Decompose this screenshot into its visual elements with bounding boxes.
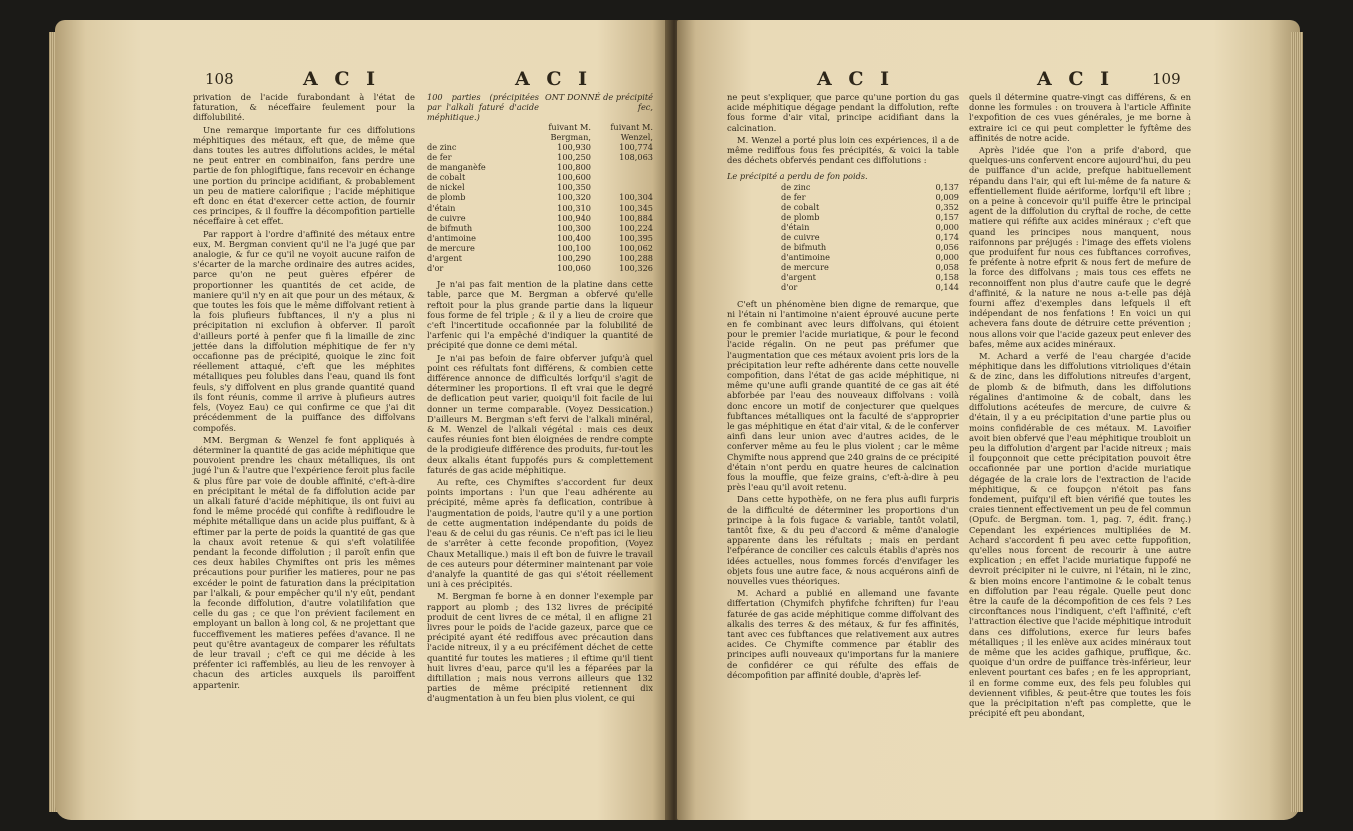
table-row bbox=[427, 223, 653, 233]
wenzel-value: 100,224 bbox=[619, 222, 653, 233]
paragraph: Dans cette hypothèfe, on ne fera plus aufli furpris de la difficulté de déterminer les proportions d'un principe à la fois fugace & variable, tantôt volatil, tantôt fixe, & du peu d'accord & même d'analogie apparente dans les réfultats ; mais en perdant l'efpérance de concilier ces calculs établis d'après nos idées actuelles, nous fommes forcés d'envifager les objets fous une autre face, & nous acquérons ainfi de nouvelles vues théoriques. bbox=[727, 494, 959, 587]
bergman-value: 100,320 bbox=[557, 192, 591, 203]
row-label: d'étain bbox=[427, 202, 456, 213]
loss-value: 0,157 bbox=[935, 211, 959, 222]
paragraph: ne peut s'expliquer, que parce qu'une portion du gas acide méphitique dégage pendant la diffolution, refte fous forme d'air vital, principe acidifiant dans la calcination. bbox=[727, 92, 959, 133]
table-row bbox=[427, 233, 653, 243]
loss-value: 0,000 bbox=[935, 252, 959, 263]
bergman-value: 100,940 bbox=[557, 212, 591, 223]
paragraph: C'eft un phénomène bien digne de remarque, que ni l'étain ni l'antimoine n'aient éprouvé aucune perte en fe combinant avec leurs diffolvans, qui étoient pour le premier l'acide muriatique, & pour le fecond l'acide régalin. On ne peut pas préfumer que l'augmentation que ces métaux avoient pris lors de la précipitation leur refte adhérente dans cette nouvelle compofition, dans l'état de gas acide méphitique, ni même qu'une aufli grande quantité de ce gas ait été abforbée par l'eau des nouveaux diffolvans : voilà donc encore un motif de conjecturer que quelques fubftances métalliques ont la faculté de s'approprier le gas méphitique en état d'air vital, & de le conferver ainfi dans leur union avec d'autres acides, de le conferver même au feu le plus violent ; car le même Chymifte nous apprend que 240 grains de ce précipité d'étain n'ont perdu en quatre heures de calcination fous la mouffle, que feize grains, c'eft-à-dire à peu près l'eau qu'il avoit retenu. bbox=[727, 298, 959, 493]
loss-value: 0,144 bbox=[935, 282, 959, 293]
bergman-value: 100,310 bbox=[557, 202, 591, 213]
table-header bbox=[727, 171, 959, 181]
table-row bbox=[427, 192, 653, 202]
right-running-header-2: A C I bbox=[1037, 68, 1114, 90]
row-label: d'étain bbox=[781, 221, 810, 232]
paragraph: Je n'ai pas befoin de faire obferver jufqu'à quel point ces réfultats font différens, & combien cette différence annonce de difficultés lorfqu'il s'agit de déterminer les proportions. Il eft vrai que le degré de deflication peut varier, quoiqu'il foit facile de lui donner un terme comparable. (Voyez Dessication.) D'ailleurs M. Bergman s'eft fervi de l'alkali minéral, & M. Wenzel de l'alkali végétal : mais ces deux caufes réunies font bien éloignées de rendre compte de la prodigieufe différence des produits, fur-tout les deux alkalis étant fuppofés purs & complettement faturés de gas acide méphitique. bbox=[427, 352, 653, 475]
paragraph: MM. Bergman & Wenzel fe font appliqués à déterminer la quantité de gas acide méphitique que pouvoient prendre les chaux métalliques, ils ont jugé l'un & l'autre que l'expérience feroit plus facile & plus fûre par voie de double affinité, c'eft-à-dire en précipitant le métal de fa diffolution acide par un alkali faturé d'acide méphitique, ils ont fuivi au fond le même procédé qui confifte à redifloudre le méphite métallique dans un acide plus puiffant, & à eftimer par la perte de poids la quantité de gas que la chaux avoit retenue & qui s'eft volatilifée pendant la feconde diffolution ; il paroît enfin que ces deux habiles Chymiftes ont pris les mêmes précautions pour purifier les matieres, pour ne pas excéder le point de faturation dans la précipitation par l'alkali, & pour empêcher qu'il n'y eût, pendant la feconde diffolution, d'autre volatilifation que celle du gas ; ce que l'on prévient facilement en employant un ballon à long col, & ne projettant que fucceffivement les matieres pefées d'avance. Il ne peut qu'être avantageux de comparer les réfultats de leur travail ; c'eft ce qui me décide à les préfenter ici raffemblés, au lieu de les renvoyer à chacun des articles auxquels ils paroiffent appartenir. bbox=[193, 434, 415, 690]
row-label: d'or bbox=[781, 282, 798, 293]
table-row bbox=[781, 282, 959, 292]
wenzel-value: 100,774 bbox=[619, 142, 653, 152]
table-head: Le précipité a perdu de fon poids. bbox=[727, 171, 868, 182]
table-row bbox=[427, 213, 653, 223]
row-label: d'antimoine bbox=[781, 252, 830, 263]
right-page-edges bbox=[1291, 32, 1303, 812]
row-label: de zinc bbox=[781, 181, 811, 192]
table-row bbox=[781, 262, 959, 272]
loss-value: 0,009 bbox=[935, 191, 959, 202]
right-column-2 bbox=[969, 92, 1191, 797]
right-column-1 bbox=[727, 92, 959, 797]
right-page bbox=[677, 20, 1300, 820]
table-row bbox=[781, 242, 959, 252]
wenzel-value: 100,345 bbox=[619, 202, 653, 213]
row-label: de mercure bbox=[781, 262, 829, 273]
table-row bbox=[781, 202, 959, 212]
row-label: de cobalt bbox=[427, 172, 466, 183]
right-running-header-1: A C I bbox=[817, 68, 894, 90]
paragraph: M. Wenzel a porté plus loin ces expériences, il a de même rediffous fous fes précipités, & voici la table des déchets obfervés pendant ces diffolutions : bbox=[727, 134, 959, 166]
table-head-mid: ONT DONNÉ de précipité fec, bbox=[545, 92, 654, 112]
table-row bbox=[427, 253, 653, 263]
left-column-1 bbox=[193, 92, 415, 797]
paragraph: Une remarque importante fur ces diffolutions méphitiques des métaux, eft que, de même que dans toutes les autres diffolutions acides, le métal ne peut entrer en combinaifon, fans perdre une partie de fon phlogiftique, fans recevoir en échange une portion du principe acidifiant, & probablement un peu de matiere calorifique ; l'acide méphitique eft donc en état d'exercer cette action, de fournir ces principes, & il fouffre la décompofition partielle néceffaire à cet effet. bbox=[193, 124, 415, 227]
table-head-left: 100 parties (précipitées par l'alkali faturé d'acide méphitique.) bbox=[427, 92, 539, 122]
table-row bbox=[781, 192, 959, 202]
table-row bbox=[427, 162, 653, 172]
bergman-value: 100,600 bbox=[557, 172, 591, 183]
bergman-value: 100,350 bbox=[557, 182, 591, 193]
left-running-header-2: A C I bbox=[515, 68, 592, 90]
right-page-number: 109 bbox=[1152, 70, 1181, 88]
table-row bbox=[427, 142, 653, 152]
row-label: d'argent bbox=[427, 253, 462, 264]
table-row bbox=[781, 222, 959, 232]
row-label: de cuivre bbox=[781, 231, 820, 242]
row-label: de cuivre bbox=[427, 212, 466, 223]
loss-value: 0,158 bbox=[935, 272, 959, 283]
paragraph: Au refte, ces Chymiftes s'accordent fur deux points importans : l'un que l'eau adhérente au précipité, même après fa deflication, contribue à l'augmentation de poids, l'autre qu'il y a une portion de cette augmentation indépendante du poids de l'eau & de celui du gas réunis. Ce n'eft pas ici le lieu de s'arrêter à cette feconde propofition, (Voyez Chaux Metallique.) mais il eft bon de fuivre le travail de ces auteurs pour déterminer maintenant par voie d'analyfe la quantité de gas qui s'étoit réellement uni à ces précipités. bbox=[427, 477, 653, 590]
table-row bbox=[427, 152, 653, 162]
table-col-bergman: fuivant M. Bergman, bbox=[548, 122, 591, 142]
table-header bbox=[427, 92, 653, 142]
table-row bbox=[427, 182, 653, 192]
paragraph: M. Bergman fe borne à en donner l'exemple par rapport au plomb ; des 132 livres de précipité produit de cent livres de ce métal, il en afligne 21 livres pour le poids de l'acide gazeux, parce que ce précipité ayant été rediffous avec précaution dans l'acide nitreux, il y a eu précifément déchet de cette quantité fur toutes les matieres ; il eftime qu'il tient huit livres d'eau, parce qu'il les a féparées par la diftillation ; mais nous verrons ailleurs que 132 parties de même précipité retiennent dix d'augmentation à un feu bien plus violent, ce qui bbox=[427, 591, 653, 704]
row-label: d'or bbox=[427, 263, 444, 274]
left-column-2 bbox=[427, 92, 653, 797]
row-label: de fer bbox=[781, 191, 806, 202]
bergman-value: 100,060 bbox=[557, 263, 591, 274]
paragraph: quels il détermine quatre-vingt cas différens, & en donne les formules : on trouvera à l'article Affinite l'expofition de ces vues générales, je me borne à extraire ici ce qui peut completter le fyftême des affinités de notre acide. bbox=[969, 92, 1191, 143]
table-row bbox=[427, 203, 653, 213]
row-label: de bifmuth bbox=[427, 222, 473, 233]
bergman-value: 100,100 bbox=[557, 242, 591, 253]
left-running-header-1: A C I bbox=[303, 68, 380, 90]
table-row bbox=[427, 172, 653, 182]
row-label: de bifmuth bbox=[781, 242, 827, 253]
loss-table bbox=[727, 182, 959, 293]
row-label: de zinc bbox=[427, 142, 457, 152]
loss-value: 0,058 bbox=[935, 262, 959, 273]
table-row bbox=[781, 272, 959, 282]
bergman-value: 100,930 bbox=[557, 142, 591, 152]
table-row bbox=[781, 182, 959, 192]
row-label: d'antimoine bbox=[427, 232, 476, 243]
loss-value: 0,174 bbox=[935, 231, 959, 242]
row-label: de nickel bbox=[427, 182, 465, 193]
table-row bbox=[427, 243, 653, 253]
paragraph: Je n'ai pas fait mention de la platine dans cette table, parce que M. Bergman a obfervé qu'elle reftoit pour la plus grande partie dans la liqueur fous forme de fel triple ; & il y a lieu de croire que c'eft l'incertitude occafionnée par la folubilité de l'arfenic qui l'a empêché d'indiquer la quantité de précipité que donne ce demi métal. bbox=[427, 279, 653, 351]
bergman-value: 100,250 bbox=[557, 152, 591, 163]
loss-value: 0,352 bbox=[935, 201, 959, 212]
wenzel-value: 108,063 bbox=[619, 152, 653, 163]
row-label: de cobalt bbox=[781, 201, 820, 212]
bergman-value: 100,290 bbox=[557, 253, 591, 264]
paragraph: M. Achard a verfé de l'eau chargée d'acide méphitique dans les diffolutions vitrioliques d'étain & de zinc, dans les diffolutions nitreufes d'argent, de plomb & de bifmuth, dans les diffolutions régalines d'antimoine & de cobalt, dans les diffolutions acéteufes de mercure, de cuivre & d'étain, il y a eu précipitation d'une partie plus ou moins confidérable de ces métaux. M. Lavoifier avoit bien obfervé que l'eau méphitique troubloit un peu la diffolution d'argent par l'acide nitreux ; mais il foupçonnoit que cette précipitation pouvoit être occafionnée par une portion d'acide muriatique dégagée de la craie lors de l'extraction de l'acide méphitique, & ce foupçon n'étoit pas fans fondement, puifqu'il eft bien vérifié que toutes les craies tiennent effectivement un peu de fel commun (Opufc. de Bergman. tom. 1, pag. 7, édit. franç.) Cependant les expériences multipliées de M. Achard s'accordent fi peu avec cette fuppofition, qu'elles nous forcent de recourir à une autre explication ; en effet l'acide muriatique fuppofé ne devroit précipiter ni le cuivre, ni l'étain, ni le zinc, & bien moins encore l'antimoine & le cobalt tenus en diffolution par l'eau régale. Quelle peut donc être la caufe de la décompofition de ces fels ? Les circonftances nous l'indiquent, c'eft l'affinité, c'eft l'attraction élective que l'acide méphitique introduit dans ces diffolutions, exerce fur leurs bafes métalliques ; il les enlève aux acides minéraux tout de même que les acides gafhique, pruffique, &c. quoique d'un ordre de puiffance très-inférieur, leur enlevent pourtant ces bafes ; en fe les appropriant, il en forme comme eux, des fels peu folubles qui deviennent vifibles, & peut-être que toutes les fois que la précipitation n'eft pas complette, que le précipité eft peu abondant, bbox=[969, 351, 1191, 719]
bergman-value: 100,300 bbox=[557, 222, 591, 233]
paragraph: Par rapport à l'ordre d'affinité des métaux entre eux, M. Bergman convient qu'il ne l'a jugé que par analogie, & fur ce qu'il ne voyoit aucune raifon de s'écarter de la marche ordinaire des autres acides, parce qu'on ne peut guères efpérer de proportionner les quantités de cet acide, de maniere qu'il n'y en ait que pour un des métaux, & que toutes les fois que le même diffolvant retient à la fois plufieurs fubftances, il n'y a plus ni précipitation ni exclufion à obferver. Il paroît d'ailleurs porté à penfer que fi la limaille de zinc jettée dans la diffolution méphitique de fer n'y occafionne pas de précipité, quoique le zinc foit réellement attaqué, c'eft que les méphites métalliques peu folubles dans l'eau, quand ils font feuls, s'y diffolvent en plus grande quantité quand ils font réunis, comme il arrive à plufieurs autres fels, (Voyez Eau) ce qui confirme ce que j'ai dit précédemment de la puiffance des diffolvans compofés. bbox=[193, 228, 415, 433]
wenzel-value: 100,062 bbox=[619, 242, 653, 253]
wenzel-value: 100,326 bbox=[619, 263, 653, 274]
wenzel-value: 100,304 bbox=[619, 192, 653, 203]
row-label: de fer bbox=[427, 152, 452, 163]
wenzel-value: 100,288 bbox=[619, 253, 653, 264]
wenzel-value: 100,884 bbox=[619, 212, 653, 223]
loss-value: 0,056 bbox=[935, 242, 959, 253]
row-label: d'argent bbox=[781, 272, 816, 283]
wenzel-value bbox=[601, 172, 653, 182]
row-label: de manganèfe bbox=[427, 162, 486, 173]
table-row bbox=[427, 263, 653, 273]
precipitate-table bbox=[427, 142, 653, 273]
wenzel-value bbox=[601, 162, 653, 172]
left-page-number: 108 bbox=[205, 70, 234, 88]
wenzel-value bbox=[601, 182, 653, 192]
table-row bbox=[781, 232, 959, 242]
bergman-value: 100,400 bbox=[557, 232, 591, 243]
paragraph: M. Achard a publié en allemand une favante differtation (Chymifch phyfifche fchriften) fur l'eau faturée de gas acide méphitique comme diffolvant des alkalis des terres & des métaux, & fur fes affinités, tant avec ces fubftances que relativement aux autres acides. Ce Chymifte commence par établir des principes aufli nouveaux qu'importans fur la maniere de confidérer ce qui réfulte des effais de décompofition par affinité double, d'après lef- bbox=[727, 588, 959, 680]
row-label: de mercure bbox=[427, 242, 475, 253]
paragraph: Après l'idée que l'on a prife d'abord, que quelques-uns confervent encore aujourd'hui, du peu de puiffance d'un acide, prefque habituellement répandu dans l'air, qui eft lui-même de fa nature & effentiellement fluide aériforme, lorfqu'il eft libre ; on a peine à concevoir qu'il puiffe être le principal agent de la diffolution du cryftal de roche, de cette matiere qui réfifte aux acides minéraux ; c'eft que quand les principes nous manquent, nous raifonnons par préjugés : l'image des effets violens que produifent fur nous ces fubftances corrofives, fe préfente à notre efprit & nous fert de mefure de la force des diffolvans ; mais tous ces effets ne reconnoiffent non plus d'autre caufe que le degré d'affinité, & la nature ne nous a-t-elle pas déjà fourni affez d'exemples dans lefquels il eft indépendant de nos fenfations ! En voici un qui achevera fans doute de détruire cette prévention ; nous allons voir que l'acide gazeux peut enlever des bafes, même aux acides minéraux. bbox=[969, 145, 1191, 349]
row-label: de plomb bbox=[781, 211, 820, 222]
table-row bbox=[781, 212, 959, 222]
loss-value: 0,000 bbox=[935, 221, 959, 232]
row-label: de plomb bbox=[427, 192, 466, 203]
table-col-wenzel: fuivant M. Wenzel, bbox=[610, 122, 653, 142]
bergman-value: 100,800 bbox=[557, 162, 591, 173]
wenzel-value: 100,395 bbox=[619, 232, 653, 243]
loss-value: 0,137 bbox=[935, 181, 959, 192]
open-book bbox=[55, 20, 1300, 820]
paragraph: privation de l'acide furabondant à l'état de faturation, & néceffaire feulement pour la diffolubilité. bbox=[193, 92, 415, 123]
left-page bbox=[55, 20, 671, 820]
table-row bbox=[781, 252, 959, 262]
